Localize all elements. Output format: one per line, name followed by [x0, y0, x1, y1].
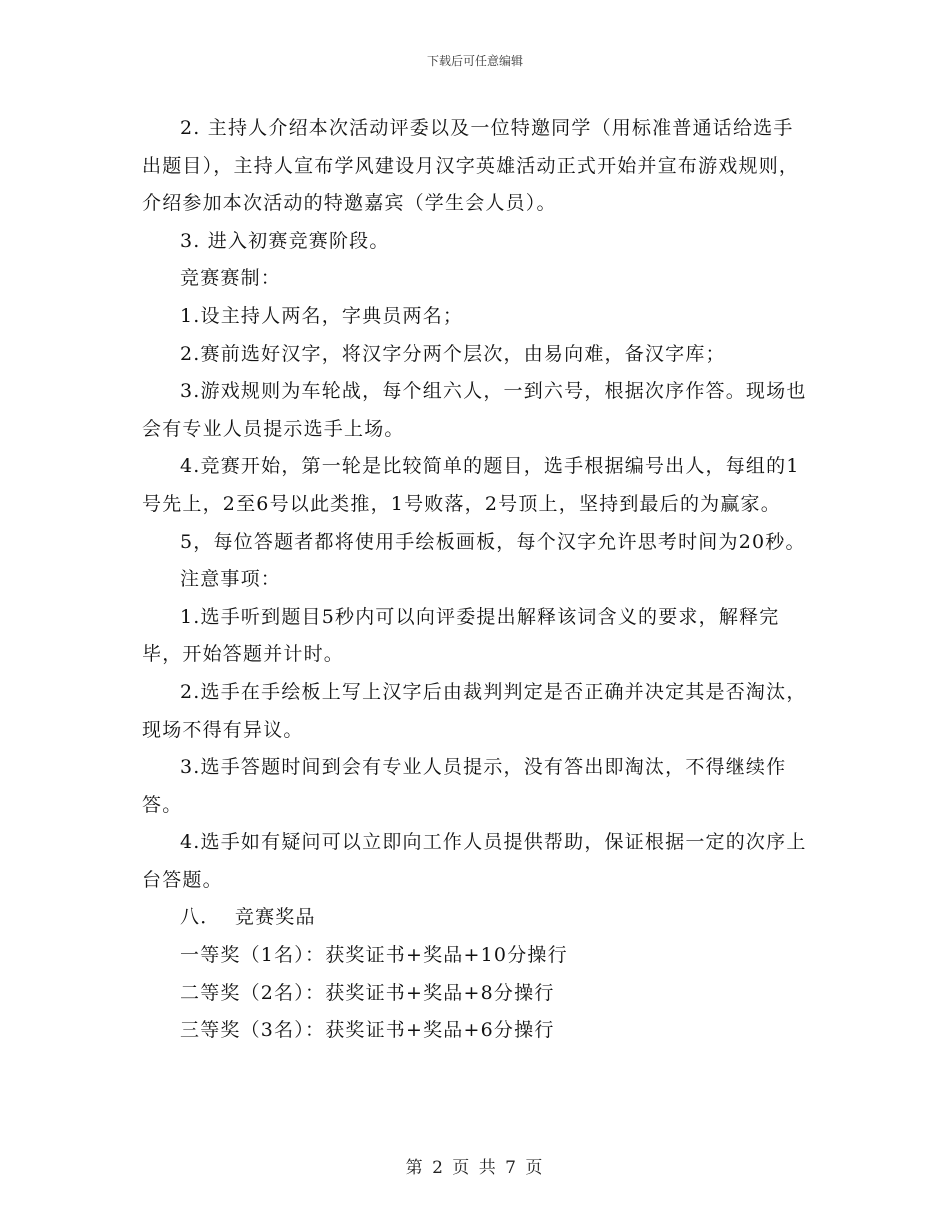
note-item-1: 1.选手听到题目5秒内可以向评委提出解释该词含义的要求，解释完毕，开始答题并计时。 [142, 605, 780, 666]
heading-prizes: 八． 竞赛奖品 [180, 906, 316, 929]
paragraph-host-intro: 2. 主持人介绍本次活动评委以及一位特邀同学（用标准普通话给选手出题目），主持人宣布学风建设月汉字英雄活动正式开始并宣布游戏规则，介绍参加本次活动的特邀嘉宾（学生会人员）。 [142, 117, 800, 215]
heading-competition-format: 竞赛赛制： [180, 267, 282, 290]
note-item-4: 4.选手如有疑问可以立即向工作人员提供帮助，保证根据一定的次序上台答题。 [142, 831, 807, 891]
note-item-2: 2.选手在手绘板上写上汉字后由裁判判定是否正确并决定其是否淘汰，现场不得有异议。 [142, 680, 807, 741]
rule-item-5: 5，每位答题者都将使用手绘板画板，每个汉字允许思考时间为20秒。 [180, 530, 806, 553]
prize-first: 一等奖（1名）：获奖证书+奖品+10分操行 [180, 944, 568, 967]
rule-item-3: 3.游戏规则为车轮战，每个组六人，一到六号，根据次序作答。现场也会有专业人员提示选手上场。 [142, 380, 807, 440]
prize-second: 二等奖（2名）：获奖证书+奖品+8分操行 [180, 981, 555, 1004]
document-body [142, 110, 810, 1050]
page-header: 下载后可任意编辑 [426, 54, 523, 68]
note-item-3: 3.选手答题时间到会有专业人员提示，没有答出即淘汰，不得继续作答。 [142, 756, 787, 816]
heading-notes: 注意事项： [180, 568, 282, 591]
rule-item-2: 2.赛前选好汉字，将汉字分两个层次，由易向难，备汉字库； [180, 342, 726, 365]
paragraph-preliminary-stage: 3. 进入初赛竞赛阶段。 [180, 229, 390, 252]
page-number: 第 2 页 共 7 页 [405, 1158, 545, 1178]
prize-third: 三等奖（3名）：获奖证书+奖品+6分操行 [180, 1019, 555, 1042]
rule-item-4: 4.竞赛开始，第一轮是比较简单的题目，选手根据编号出人，每组的1号先上，2至6号以此类推，1号败落，2号顶上，坚持到最后的为赢家。 [142, 455, 800, 515]
rule-item-1: 1.设主持人两名，字典员两名； [180, 304, 464, 327]
